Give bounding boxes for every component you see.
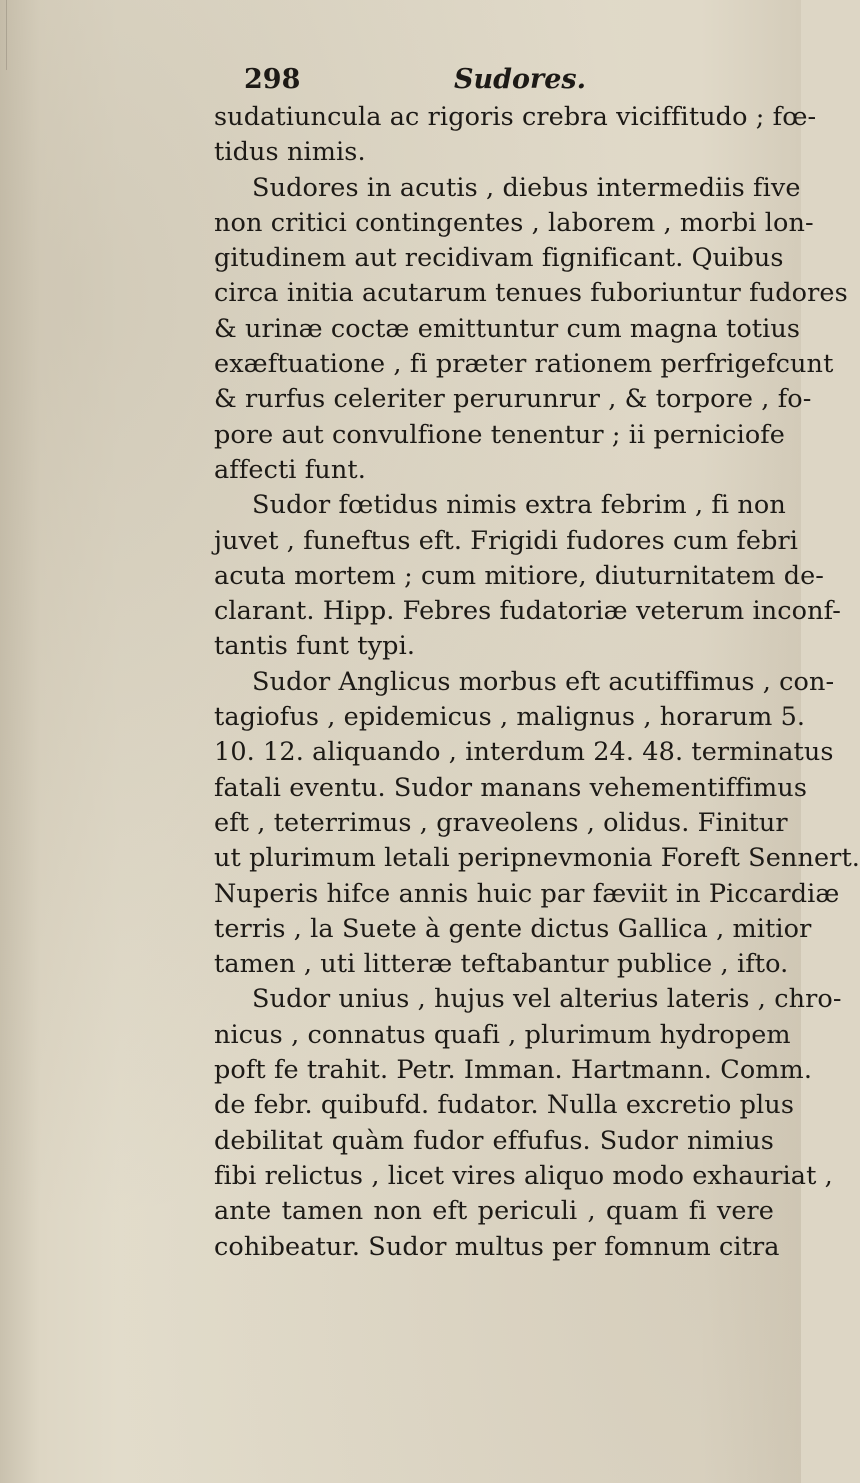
text-line: poft fe trahit. Petr. Imman. Hartmann. Comm. xyxy=(214,1055,813,1086)
text-line: fibi relictus , licet vires aliquo modo exhauriat , xyxy=(214,1160,833,1191)
text-line: tagiofus , epidemicus , malignus , horarum 5. xyxy=(214,702,806,733)
text-line: ante tamen non eft periculi , quam fi vere xyxy=(214,1196,774,1227)
text-line: Nuperis hifce annis huic par fæviit in Piccardiæ xyxy=(214,878,840,909)
text-line: terris , la Suete à gente dictus Gallica , mitior xyxy=(214,913,812,944)
text-line: pore aut convulfione tenentur ; ii perniciofe xyxy=(214,419,786,450)
text-line: gitudinem aut recidivam fignificant. Quibus xyxy=(214,243,784,274)
text-line: fatali eventu. Sudor manans vehementiffimus xyxy=(214,772,808,803)
text-line: ut plurimum letali peripnevmonia Foreft Sennert. xyxy=(214,843,860,874)
text-line: eft , teterrimus , graveolens , olidus. Finitur xyxy=(214,807,788,838)
text-line: Sudor fœtidus nimis extra febrim , fi non xyxy=(252,490,786,521)
text-line: affecti funt. xyxy=(214,454,366,485)
text-line: nicus , connatus quafi , plurimum hydropem xyxy=(214,1019,791,1050)
text-line: Sudores in acutis , diebus intermediis five xyxy=(252,172,801,203)
text-line: Sudor Anglicus morbus eft acutiffimus , con- xyxy=(252,666,835,697)
text-line: cohibeatur. Sudor multus per fomnum citra xyxy=(214,1231,780,1262)
text-line: debilitat quàm fudor effufus. Sudor nimius xyxy=(214,1125,774,1156)
text-line: juvet , funeftus eft. Frigidi fudores cum febri xyxy=(214,525,799,556)
text-line: tidus nimis. xyxy=(214,137,366,168)
page-header xyxy=(244,64,587,104)
body-text xyxy=(214,100,860,1265)
text-line: exæftuatione , fi præter rationem perfrigefcunt xyxy=(214,349,834,380)
page-number: 298 xyxy=(244,64,301,95)
text-line: tantis funt typi. xyxy=(214,631,416,662)
text-line: de febr. quibufd. fudator. Nulla excretio plus xyxy=(214,1090,795,1121)
gutter-edge xyxy=(6,0,25,70)
running-head: Sudores. xyxy=(454,64,587,95)
text-line: & rurfus celeriter perurunrur , & torpore , fo- xyxy=(214,384,812,415)
text-line: Sudor unius , hujus vel alterius lateris , chro- xyxy=(252,984,842,1015)
text-line: acuta mortem ; cum mitiore, diuturnitatem de- xyxy=(214,560,825,591)
text-line: clarant. Hipp. Febres fudatoriæ veterum inconf- xyxy=(214,596,841,627)
text-line: circa initia acutarum tenues fuboriuntur fudores xyxy=(214,278,848,309)
text-line: non critici contingentes , laborem , morbi lon- xyxy=(214,207,814,238)
text-line: tamen , uti litteræ teftabantur publice , ifto. xyxy=(214,949,789,980)
text-line: & urinæ coctæ emittuntur cum magna totius xyxy=(214,313,801,344)
text-line: 10. 12. aliquando , interdum 24. 48. terminatus xyxy=(214,737,834,768)
text-line: sudatiuncula ac rigoris crebra viciffitudo ; fœ- xyxy=(214,102,817,132)
